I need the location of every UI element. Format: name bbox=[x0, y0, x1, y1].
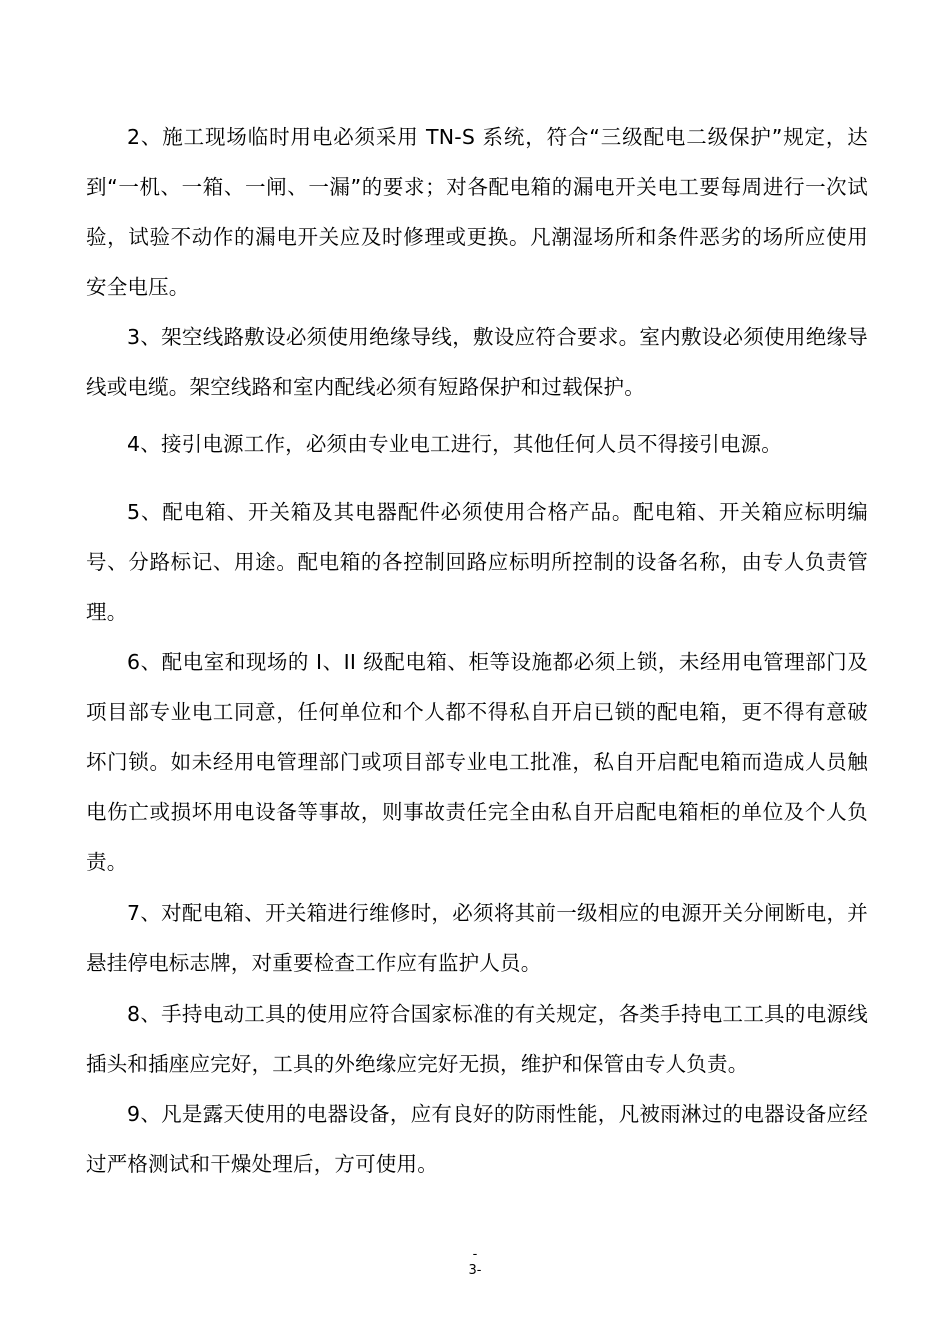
paragraph-item-4: 4、接引电源工作，必须由专业电工进行，其他任何人员不得接引电源。 bbox=[127, 432, 782, 456]
paragraph-item-2: 2、施工现场临时用电必须采用 TN-S 系统，符合“三级配电二级保护”规定，达到“一机、一箱、一闸、一漏”的要求；对各配电箱的漏电开关电工要每周进行一次试验，试验不动作的漏电开关应及时修理或更换。凡潮湿场所和条件恶劣的场所应使用安全电压。 bbox=[86, 125, 868, 299]
page-number: 3- bbox=[468, 1263, 482, 1278]
paragraph-item-9: 9、凡是露天使用的电器设备，应有良好的防雨性能，凡被雨淋过的电器设备应经过严格测试和干燥处理后，方可使用。 bbox=[86, 1102, 868, 1176]
footer-dash: - bbox=[472, 1247, 478, 1262]
paragraph-item-3: 3、架空线路敷设必须使用绝缘导线，敷设应符合要求。室内敷设必须使用绝缘导线或电缆。架空线路和室内配线必须有短路保护和过载保护。 bbox=[86, 325, 868, 399]
paragraph-item-8: 8、手持电动工具的使用应符合国家标准的有关规定，各类手持电工工具的电源线插头和插座应完好，工具的外绝缘应完好无损，维护和保管由专人负责。 bbox=[86, 1002, 868, 1076]
paragraph-item-5: 5、配电箱、开关箱及其电器配件必须使用合格产品。配电箱、开关箱应标明编号、分路标记、用途。配电箱的各控制回路应标明所控制的设备名称，由专人负责管理。 bbox=[86, 500, 868, 624]
paragraph-item-6: 6、配电室和现场的 I、II 级配电箱、柜等设施都必须上锁，未经用电管理部门及项目部专业电工同意，任何单位和个人都不得私自开启已锁的配电箱，更不得有意破坏门锁。如未经用电管理部门或项目部专业电工批准，私自开启配电箱而造成人员触电伤亡或损坏用电设备等事故，则事故责任完全由私自开启配电箱柜的单位及个人负责。 bbox=[86, 650, 868, 874]
paragraph-item-7: 7、对配电箱、开关箱进行维修时，必须将其前一级相应的电源开关分闸断电，并悬挂停电标志牌，对重要检查工作应有监护人员。 bbox=[86, 901, 868, 975]
